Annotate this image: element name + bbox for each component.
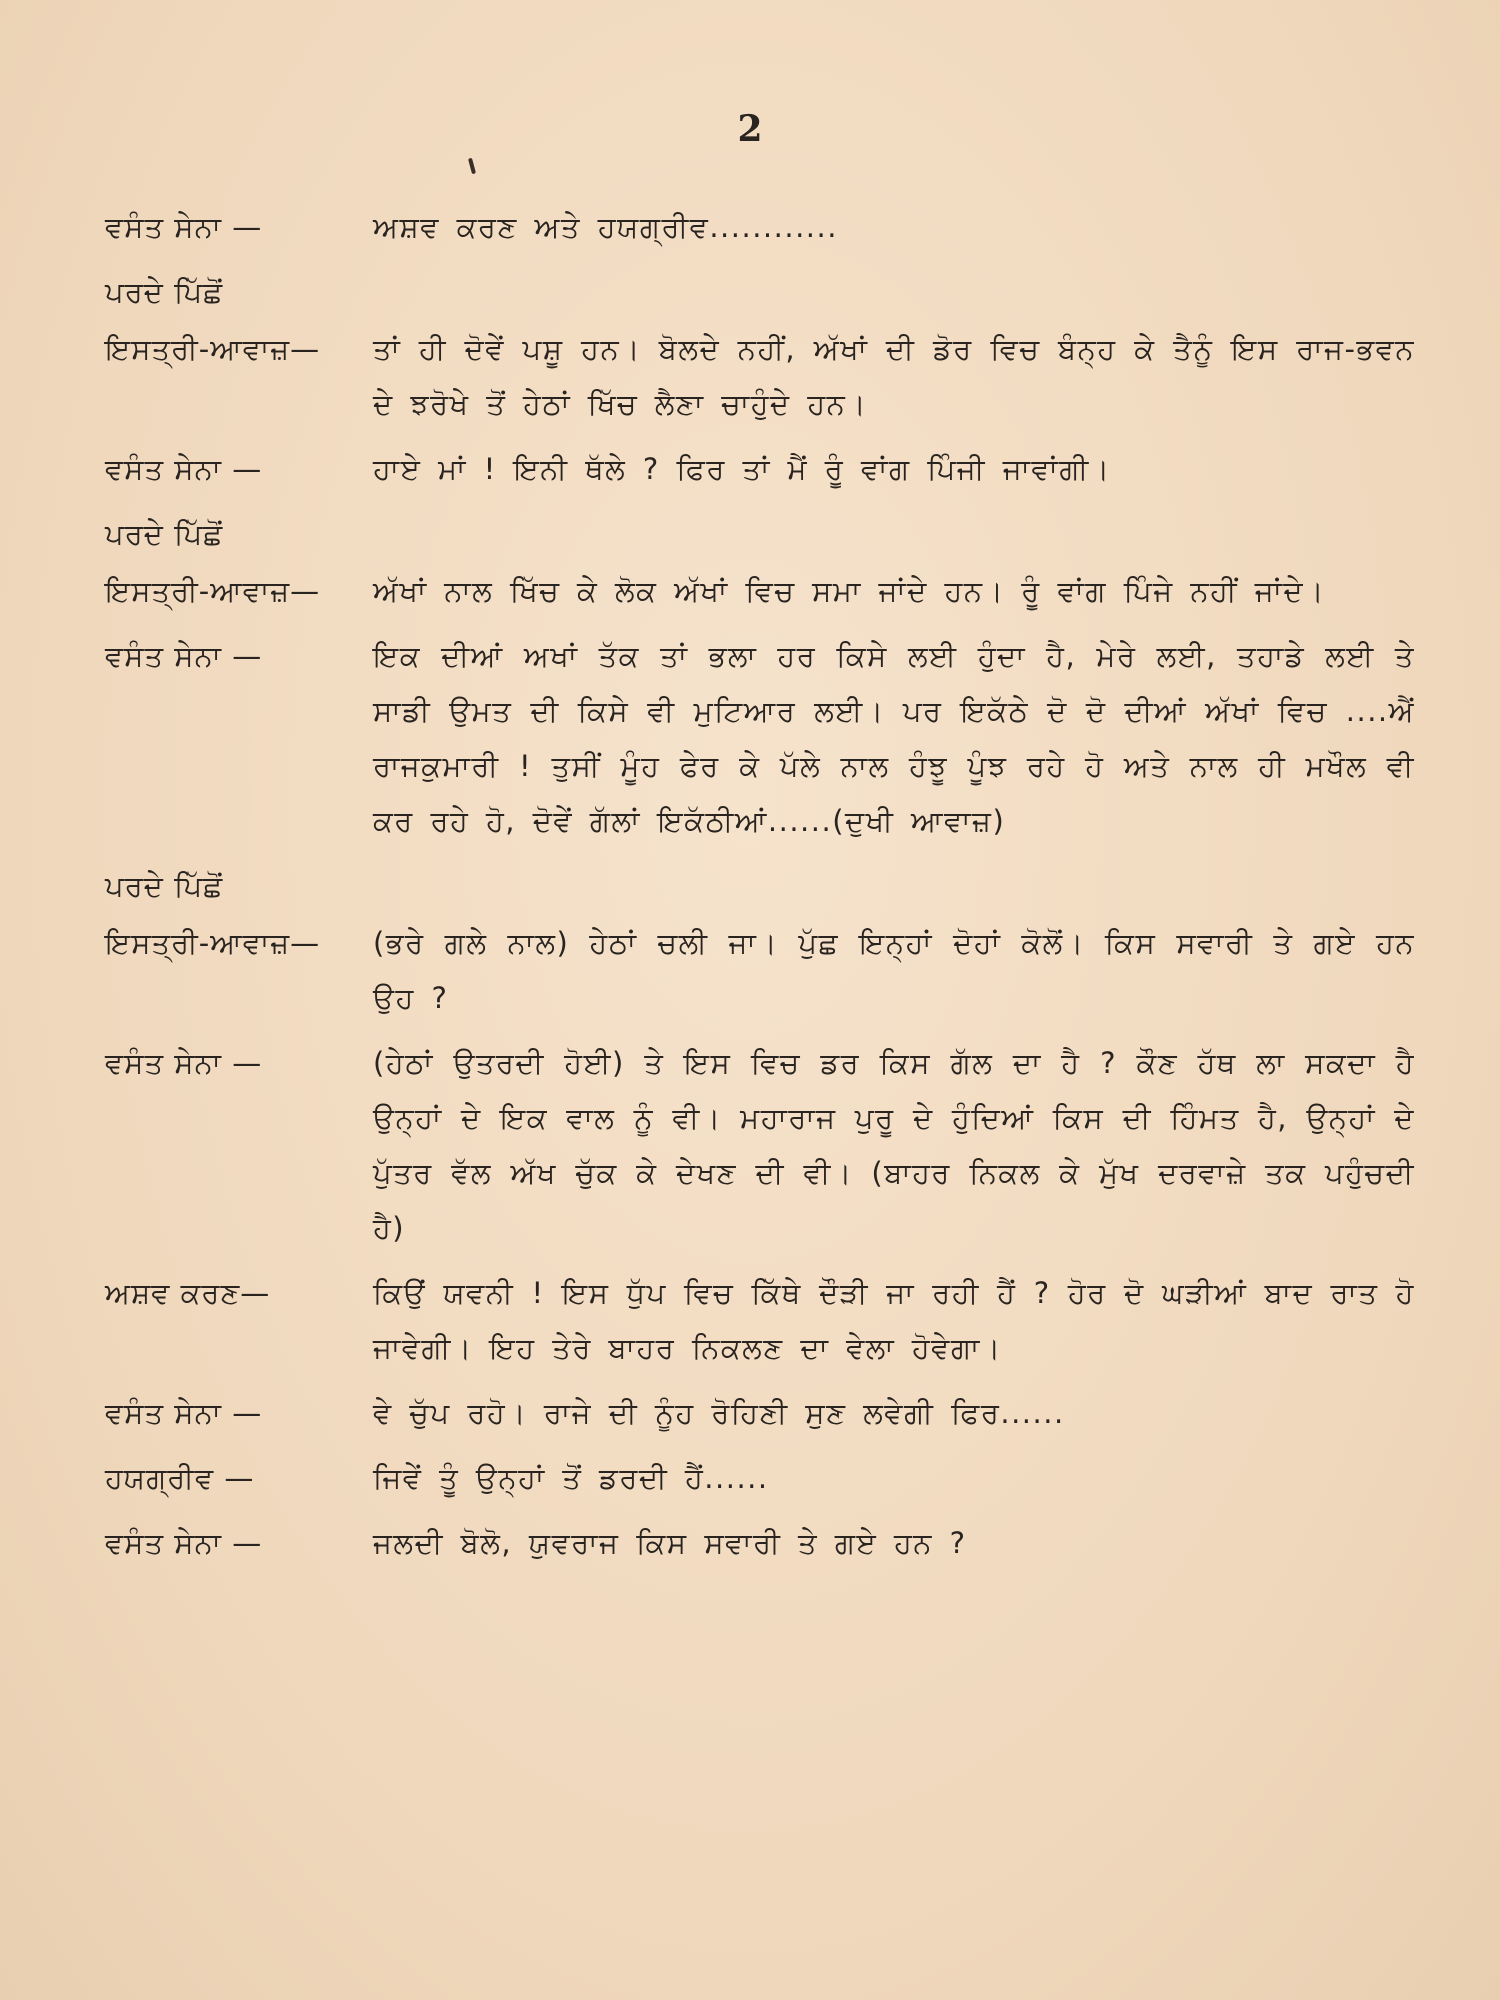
speaker-name: ਇਸਤ੍ਰੀ-ਆਵਾਜ਼— bbox=[105, 574, 321, 608]
dialogue-entry bbox=[105, 1516, 1415, 1571]
dialogue-entry bbox=[105, 1451, 1415, 1506]
dialogue-text: ਅੱਖਾਂ ਨਾਲ ਖਿੱਚ ਕੇ ਲੋਕ ਅੱਖਾਂ ਵਿਚ ਸਮਾ ਜਾਂਦੇ ਹਨ। ਰੂੰ ਵਾਂਗ ਪਿੰਜੇ ਨਹੀਂ ਜਾਂਦੇ। bbox=[373, 574, 1326, 608]
dialogue-entry bbox=[105, 629, 1415, 849]
speaker-name: ਵਸੰਤ ਸੇਨਾ — bbox=[105, 1046, 263, 1080]
dialogue-text: ਜਲਦੀ ਬੋਲੋ, ਯੁਵਰਾਜ ਕਿਸ ਸਵਾਰੀ ਤੇ ਗਏ ਹਨ ? bbox=[373, 1526, 967, 1560]
dialogue-entry bbox=[105, 322, 1415, 432]
dialogue-text: ਵੇ ਚੁੱਪ ਰਹੋ। ਰਾਜੇ ਦੀ ਨੂੰਹ ਰੋਹਿਣੀ ਸੁਣ ਲਵੇਗੀ ਫਿਰ...... bbox=[373, 1396, 1065, 1430]
script-body bbox=[105, 200, 1415, 1581]
speaker-name: ਇਸਤ੍ਰੀ-ਆਵਾਜ਼— bbox=[105, 926, 321, 960]
dialogue-text: ਤਾਂ ਹੀ ਦੋਵੇਂ ਪਸ਼ੂ ਹਨ। ਬੋਲਦੇ ਨਹੀਂ, ਅੱਖਾਂ ਦੀ ਡੋਰ ਵਿਚ ਬੰਨ੍ਹ ਕੇ ਤੈਨੂੰ ਇਸ ਰਾਜ-ਭਵਨ ਦੇ ਝਰੋਖੇ ਤੋਂ ਹੇਠਾਂ ਖਿੱਚ ਲੈਣਾ ਚਾਹੁੰਦੇ ਹਨ। bbox=[373, 332, 1415, 421]
speaker-name: ਵਸੰਤ ਸੇਨਾ — bbox=[105, 1526, 263, 1560]
stage-direction: ਪਰਦੇ ਪਿੱਛੋਂ bbox=[105, 517, 224, 551]
dialogue-text: ਹਾਏ ਮਾਂ ! ਇਨੀ ਥੱਲੇ ? ਫਿਰ ਤਾਂ ਮੈਂ ਰੂੰ ਵਾਂਗ ਪਿੰਜੀ ਜਾਵਾਂਗੀ। bbox=[373, 452, 1111, 486]
dialogue-entry bbox=[105, 916, 1415, 1026]
dialogue-text: (ਭਰੇ ਗਲੇ ਨਾਲ) ਹੇਠਾਂ ਚਲੀ ਜਾ। ਪੁੱਛ ਇਨ੍ਹਾਂ ਦੋਹਾਂ ਕੋਲੋਂ। ਕਿਸ ਸਵਾਰੀ ਤੇ ਗਏ ਹਨ ਉਹ ? bbox=[373, 926, 1415, 1015]
dialogue-entry bbox=[105, 1266, 1415, 1376]
dialogue-entry bbox=[105, 442, 1415, 497]
page-number: 2 bbox=[737, 108, 763, 150]
speaker-name: ਹਯਗ੍ਰੀਵ — bbox=[105, 1461, 255, 1495]
ink-mark bbox=[468, 158, 476, 174]
speaker-name: ਵਸੰਤ ਸੇਨਾ — bbox=[105, 639, 263, 673]
dialogue-entry bbox=[105, 1036, 1415, 1256]
stage-direction: ਪਰਦੇ ਪਿੱਛੋਂ bbox=[105, 275, 224, 309]
dialogue-text: (ਹੇਠਾਂ ਉਤਰਦੀ ਹੋਈ) ਤੇ ਇਸ ਵਿਚ ਡਰ ਕਿਸ ਗੱਲ ਦਾ ਹੈ ? ਕੌਣ ਹੱਥ ਲਾ ਸਕਦਾ ਹੈ ਉਨ੍ਹਾਂ ਦੇ ਇਕ ਵਾਲ ਨੂੰ ਵੀ। ਮਹਾਰਾਜ ਪੁਰੂ ਦੇ ਹੁੰਦਿਆਂ ਕਿਸ ਦੀ ਹਿੰਮਤ ਹੈ, ਉਨ੍ਹਾਂ ਦੇ ਪੁੱਤਰ ਵੱਲ ਅੱਖ ਚੁੱਕ ਕੇ ਦੇਖਣ ਦੀ ਵੀ। (ਬਾਹਰ ਨਿਕਲ ਕੇ ਮੁੱਖ ਦਰਵਾਜ਼ੇ ਤਕ ਪਹੁੰਚਦੀ ਹੈ) bbox=[373, 1046, 1415, 1245]
dialogue-text: ਕਿਉਂ ਯਵਨੀ ! ਇਸ ਧੁੱਪ ਵਿਚ ਕਿੱਥੇ ਦੌੜੀ ਜਾ ਰਹੀ ਹੈਂ ? ਹੋਰ ਦੋ ਘੜੀਆਂ ਬਾਦ ਰਾਤ ਹੋ ਜਾਵੇਗੀ। ਇਹ ਤੇਰੇ ਬਾਹਰ ਨਿਕਲਣ ਦਾ ਵੇਲਾ ਹੋਵੇਗਾ। bbox=[373, 1276, 1415, 1365]
speaker-name: ਅਸ਼ਵ ਕਰਣ— bbox=[105, 1276, 271, 1310]
speaker-name: ਵਸੰਤ ਸੇਨਾ — bbox=[105, 1396, 263, 1430]
dialogue-text: ਅਸ਼ਵ ਕਰਣ ਅਤੇ ਹਯਗ੍ਰੀਵ............ bbox=[373, 210, 838, 244]
dialogue-entry bbox=[105, 200, 1415, 255]
dialogue-entry bbox=[105, 564, 1415, 619]
dialogue-text: ਜਿਵੇਂ ਤੂੰ ਉਨ੍ਹਾਂ ਤੋਂ ਡਰਦੀ ਹੈਂ...... bbox=[373, 1461, 769, 1495]
dialogue-text: ਇਕ ਦੀਆਂ ਅਖਾਂ ਤੱਕ ਤਾਂ ਭਲਾ ਹਰ ਕਿਸੇ ਲਈ ਹੁੰਦਾ ਹੈ, ਮੇਰੇ ਲਈ, ਤਹਾਡੇ ਲਈ ਤੇ ਸਾਡੀ ਉਮਤ ਦੀ ਕਿਸੇ ਵੀ ਮੁਟਿਆਰ ਲਈ। ਪਰ ਇਕੱਠੇ ਦੋ ਦੋ ਦੀਆਂ ਅੱਖਾਂ ਵਿਚ ....ਐਂ ਰਾਜਕੁਮਾਰੀ ! ਤੁਸੀਂ ਮੂੰਹ ਫੇਰ ਕੇ ਪੱਲੇ ਨਾਲ ਹੰਝੂ ਪੂੰਝ ਰਹੇ ਹੋ ਅਤੇ ਨਾਲ ਹੀ ਮਖੌਲ ਵੀ ਕਰ ਰਹੇ ਹੋ, ਦੋਵੇਂ ਗੱਲਾਂ ਇਕੱਠੀਆਂ......(ਦੁਖੀ ਆਵਾਜ਼) bbox=[373, 639, 1415, 838]
dialogue-entry bbox=[105, 1386, 1415, 1441]
speaker-name: ਇਸਤ੍ਰੀ-ਆਵਾਜ਼— bbox=[105, 332, 321, 366]
speaker-name: ਵਸੰਤ ਸੇਨਾ — bbox=[105, 452, 263, 486]
speaker-name: ਵਸੰਤ ਸੇਨਾ — bbox=[105, 210, 263, 244]
stage-direction: ਪਰਦੇ ਪਿੱਛੋਂ bbox=[105, 869, 224, 903]
